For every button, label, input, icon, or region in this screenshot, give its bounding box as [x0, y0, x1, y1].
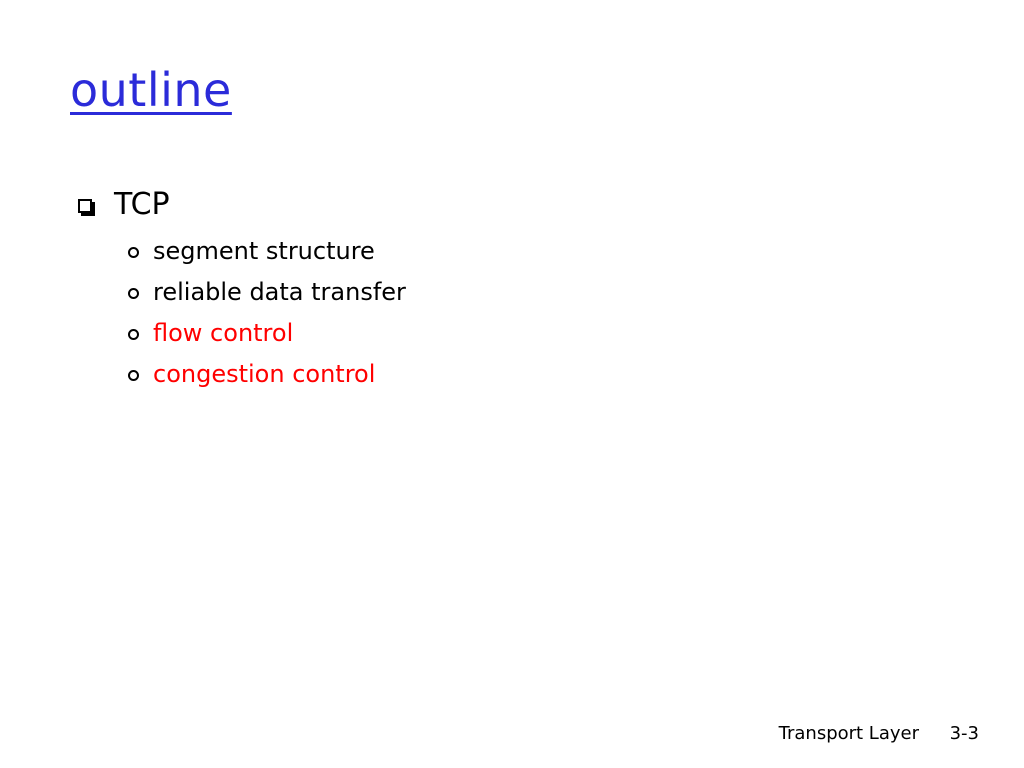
sub-bullet-item — [128, 312, 406, 353]
sub-bullet-label: congestion control — [153, 359, 376, 388]
bullet-item — [78, 182, 406, 394]
page-number: 3-3 — [949, 723, 979, 744]
bullet-row-tcp — [78, 182, 406, 226]
sub-bullet-label: segment structure — [153, 236, 375, 265]
sub-bullet-label: flow control — [153, 318, 294, 347]
square-bullet-icon — [78, 199, 92, 213]
circle-bullet-icon — [128, 288, 139, 299]
sub-bullet-label: reliable data transfer — [153, 277, 406, 306]
bullet-list — [78, 182, 406, 394]
bullet-label: TCP — [114, 186, 170, 222]
sub-bullet-item — [128, 230, 406, 271]
sub-bullet-item — [128, 353, 406, 394]
sub-bullet-list — [128, 230, 406, 394]
circle-bullet-icon — [128, 247, 139, 258]
slide-title: outline — [70, 63, 232, 117]
footer-label: Transport Layer — [778, 723, 919, 744]
sub-bullet-item — [128, 271, 406, 312]
circle-bullet-icon — [128, 370, 139, 381]
circle-bullet-icon — [128, 329, 139, 340]
